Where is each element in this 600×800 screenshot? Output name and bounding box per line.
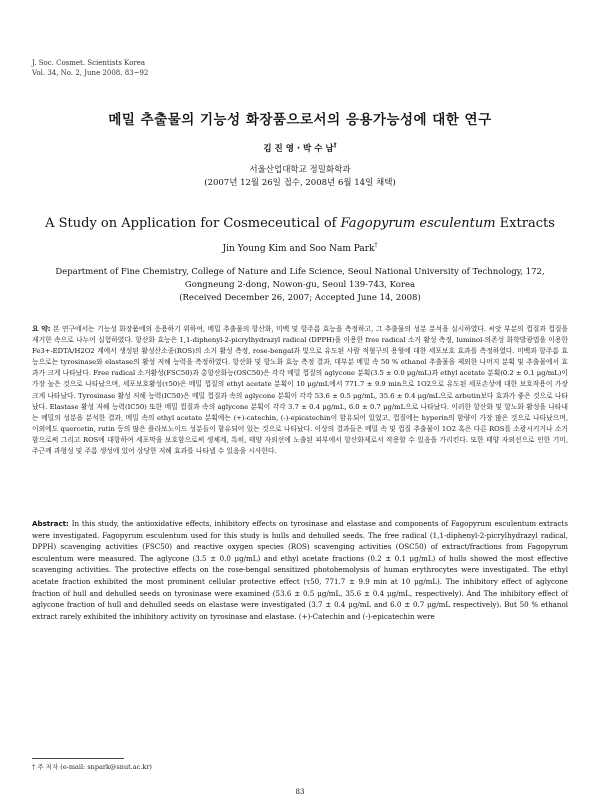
english-affiliation-block bbox=[0, 266, 600, 305]
korean-abstract-label: 요 약: bbox=[32, 325, 51, 333]
english-title-pre: A Study on Application for Cosmeceutical of bbox=[45, 216, 341, 231]
english-received-dates: (Received December 26, 2007; Accepted June 14, 2008) bbox=[179, 293, 421, 303]
journal-volume: Vol. 34, No. 2, June 2008. 83~92 bbox=[32, 69, 149, 77]
english-abstract bbox=[32, 518, 568, 622]
footnote-rule bbox=[32, 758, 124, 759]
english-authors bbox=[0, 242, 600, 254]
korean-affiliation: 서울산업대학교 정밀화학과 bbox=[249, 165, 351, 175]
english-affiliation-line-2: Gongneung 2-dong, Nowon-gu, Seoul 139-743, Korea bbox=[184, 280, 416, 290]
korean-abstract bbox=[32, 324, 568, 457]
korean-authors bbox=[0, 142, 600, 154]
english-affiliation-line-1: Department of Fine Chemistry, College of Nature and Life Science, Seoul National University of Technology, 172, bbox=[55, 267, 545, 277]
korean-corresponding-mark: † bbox=[333, 142, 337, 150]
english-title-post: Extracts bbox=[495, 216, 555, 231]
journal-name: J. Soc. Cosmet. Scientists Korea bbox=[32, 59, 146, 67]
journal-header bbox=[32, 58, 148, 78]
english-author-names: Jin Young Kim and Soo Nam Park bbox=[222, 244, 375, 254]
english-title-species: Fagopyrum esculentum bbox=[340, 216, 496, 231]
english-abstract-label: Abstract: bbox=[32, 519, 69, 528]
english-abstract-text: In this study, the antioxidative effects, inhibitory effects on tyrosinase and elastase and components of Fagopyrum esculentum extracts were investigated. Fagopyrum esculentum used for this study is hulls and dehulled seeds. The free radical (1,1-diphenyl-2-picrylhydrazyl radical, DPPH) scavenging activities (FSC50) and reactive oxygen species (ROS) scavenging activities (OSC50) of extract/fractions from Fagopyrum esculentum were measured. The aglycone (3.5 ± 0.0 μg/mL) and ethyl acetate fractions (0.2 ± 0.1 μg/mL) of hulls showed the most effective scavenging activities. The protective effects on the rose-bengal sensitized photohemolysis of human erythrocytes were investigated. The ethyl acetate fraction exhibited the most prominent cellular protective effect (τ50, 771.7 ± 9.9 min at 10 μg/mL). The inhibitory effect of aglycone fraction of hull and dehulled seeds on tyrosinase were examined (53.6 ± 0.5 μg/mL, 35.6 ± 0.4 μg/mL, respectively). And The inhibitory effect of aglycone fraction of hull and dehulled seeds on elastase were investigated (3.7 ± 0.4 μg/mL and 6.0 ± 0.7 μg/mL respectively). But 50 % ethanol extract rarely exhibited the inhibitory activity on tyrosinase and elastase. (+)-Catechin and (-)-epicatechin were bbox=[32, 519, 568, 621]
korean-title: 메밀 추출물의 기능성 화장품으로서의 응용가능성에 대한 연구 bbox=[108, 112, 492, 128]
korean-author-names: 김 진 영 · 박 수 남 bbox=[263, 144, 334, 154]
korean-abstract-text: 본 연구에서는 기능성 화장품에의 응용하기 위하여, 메밀 추출물의 항산화, 미백 및 항주름 효능을 측정하고, 그 추출물의 성분 분석을 실시하였다. 씨앗 부분의 껍질과 껍질을 제거한 속으로 나누어 실험하였다. 항산화 효능은 1,1-diphenyl-2-picrylhydrazyl radical (DPPH)을 이용한 free radical 소거 활성 측정, luminol-의존성 화학발광법을 이용한 Fe3+-EDTA/H2O2 계에서 생성된 활성산소종(ROS)의 소거 활성 측정, rose-bengal과 빛으로 유도된 사람 적혈구의 용혈에 대한 세포보호 효과를 측정하였다. 미백과 항주름 효능으로는 tyrosinase와 elastase의 활성 저해 능력을 측정하였다. 항산화 및 항노화 효능 측정 결과, 대부분 메밀 속 50 % ethanol 추출물을 제외한 나머지 분획 및 추출물에서 효과가 크게 나타났다. Free radical 소거활성(FSC50)과 총항산화능(OSC50)은 각각 메밀 껍질의 aglycone 분획(3.5 ± 0.0 μg/mL)과 ethyl acetate 분획(0.2 ± 0.1 μg/mL)이 가장 높은 것으로 나타났으며, 세포보호활성(τ50)은 메밀 껍질의 ethyl acetate 분획이 10 μg/mL에서 771.7 ± 9.9 min으로 1O2으로 유도된 세포손상에 대한 보호작용이 가장 크게 나타났다. Tyrosinase 활성 저해 능력(IC50)은 메밀 껍질과 속의 aglycone 분획이 각각 53.6 ± 0.5 μg/mL, 35.6 ± 0.4 μg/mL으로 arbutin보다 효과가 좋은 것으로 나타났다. Elastase 활성 저해 능력(IC50) 또한 메밀 껍질과 속의 aglycone 분획이 각각 3.7 ± 0.4 μg/mL, 6.0 ± 0.7 μg/mL으로 나타났다. 이러한 항산화 및 항노화 활성을 나타내는 메밀의 성분을 분석한 결과, 메밀 속의 ethyl acetate 분획에는 (+)-catechin, (-)-epicatechin이 함유되어 있었고, 껍질에는 hyperin의 함량이 가장 많은 것으로 나타났으며, 이외에도 quercetin, rutin 등의 많은 플라보노이드 성분들이 함유되어 있는 것으로 나타났다. 이상의 결과들은 메밀 속 및 껍질 추출물이 1O2 혹은 다른 ROS를 소광시키거나 소거함으로써 그리고 ROS에 대항하여 세포막을 보호함으로써 생체계, 특히, 태양 자외선에 노출된 피부에서 항산화제로서 작용할 수 있음을 가리킨다. 또한 태양 자외선으로 인한 기미, 주근깨 과형성 및 주름 생성에 있어 상당한 저해 효과를 나타낼 수 있음을 시사한다. bbox=[32, 325, 568, 456]
english-title bbox=[0, 216, 600, 231]
page-number: 83 bbox=[295, 788, 305, 796]
corresponding-author-footnote: † 주 저자 (e-mail: snpark@snut.ac.kr) bbox=[32, 763, 152, 771]
english-corresponding-mark: † bbox=[374, 242, 378, 249]
korean-affiliation-block bbox=[0, 164, 600, 190]
korean-received-dates: (2007년 12월 26일 접수, 2008년 6월 14일 채택) bbox=[204, 178, 396, 188]
